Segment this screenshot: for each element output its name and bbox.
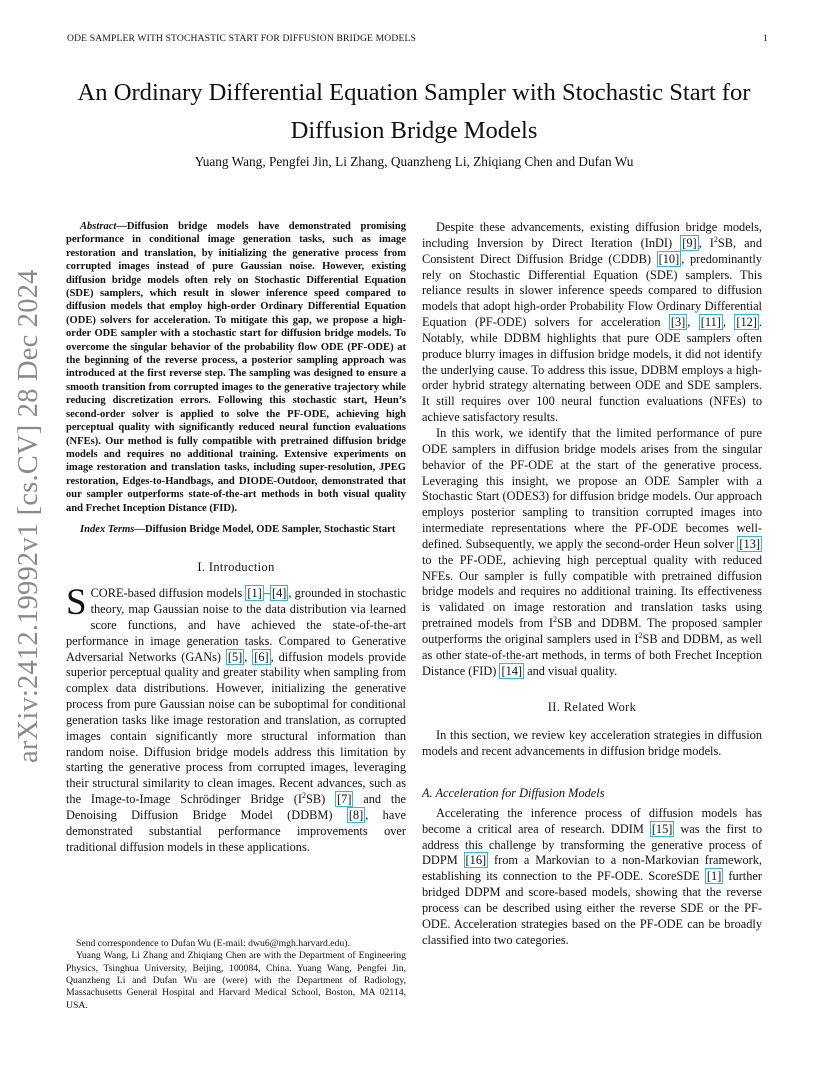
abstract-label: Abstract — [80, 221, 117, 232]
right-column — [422, 220, 762, 948]
citation-link[interactable]: [6] — [254, 649, 269, 664]
body-paragraph: In this section, we review key acceleration strategies in diffusion models and recent advancements in diffusion bridge models. — [422, 728, 762, 759]
section-heading-related-work: II. Related Work — [547, 700, 637, 715]
footnote-affiliations: Yuang Wang, Li Zhang and Zhiqiang Chen are with the Department of Engineering Physics, Tsinghua University, Beijing, 100084, China. Yuang Wang, Pengfei Jin, Quanzheng Li and Dufan Wu are (were) with the Department of Radiology, Massachusetts General Hospital and Harvard Medical School, Boston, MA 02114, USA. — [66, 950, 406, 1011]
left-column — [66, 220, 406, 856]
citation-link[interactable]: [12] — [736, 315, 757, 330]
index-terms — [66, 523, 406, 536]
citation-link[interactable]: [1] — [247, 586, 262, 601]
citation-link[interactable]: [9] — [682, 235, 697, 250]
citation-link[interactable]: [5] — [227, 649, 243, 664]
citation-link[interactable]: [16] — [465, 853, 487, 868]
citation-link[interactable]: [3] — [670, 315, 686, 330]
index-terms-text: —Diffusion Bridge Model, ODE Sampler, Stochastic Start — [134, 523, 396, 535]
body-paragraph: Accelerating the inference process of diffusion models has become a critical area of research. DDIM [15] was the first to address this challenge by transforming the generative process of DDPM [16] from a Markovian to a non-Markovian framework, establishing its connection to the PF-ODE. ScoreSDE [1] further bridged DDPM and score-based models, showing that the reverse process can be described using either the reverse SDE or the PF-ODE. Acceleration strategies based on the PF-ODE can be broadly classified into two categories. — [422, 805, 763, 947]
author-list: Yuang Wang, Pengfei Jin, Li Zhang, Quanzheng Li, Zhiqiang Chen and Dufan Wu — [194, 154, 634, 169]
page-number: 1 — [763, 33, 768, 44]
citation-link[interactable]: [15] — [651, 821, 673, 836]
running-head — [67, 33, 768, 47]
arxiv-identifier: arXiv:2412.19992v1 [cs.CV] 28 Dec 2024 — [13, 269, 44, 763]
footnotes — [66, 938, 406, 1012]
drop-cap: S — [66, 582, 87, 624]
citation-link[interactable]: [10] — [658, 251, 680, 266]
citation-link[interactable]: [11] — [700, 315, 721, 330]
section-heading-introduction: I. Introduction — [197, 560, 275, 575]
citation-link[interactable]: [14] — [501, 663, 523, 678]
running-head-title: ODE SAMPLER WITH STOCHASTIC START FOR DIFFUSION BRIDGE MODELS — [67, 33, 416, 44]
abstract — [66, 220, 406, 515]
citation-link[interactable]: [13] — [739, 536, 760, 551]
index-terms-label: Index Terms — [80, 523, 135, 535]
footnote-correspondence: Send correspondence to Dufan Wu (E-mail: dwu6@mgh.harvard.edu). — [76, 938, 350, 949]
body-paragraph: In this work, we identify that the limited performance of pure ODE samplers in diffusion bridge models arises from the singular behavior of the PF-ODE at the start of the generative process. Leveraging this insight, we propose an ODE Sampler with a Stochastic Start (ODES3) for diffusion bridge models. Our approach employs posterior sampling to transition corrupted images into intermediate representations where the PF-ODE becomes well-defined. Subsequently, we apply the second-order Heun solver [13] to the PF-ODE, achieving high perceptual quality with reduced NFEs. Our sampler is fully compatible with pretrained diffusion bridge models and requires no additional training. Its effectiveness is validated on image restoration and translation tasks using pretrained models from $I^2SB$ and DDBM. The proposed sampler outperforms the original samplers used in $I^2SB$ and DDBM, as well as other state-of-the-art methods, in terms of both Frechet Inception Distance (FID) [14] and visual quality. — [422, 425, 762, 678]
citation-link[interactable]: [8] — [348, 808, 364, 822]
citation-link[interactable]: [1] — [706, 869, 722, 884]
abstract-text: —Diffusion bridge models have demonstrated promising performance in conditional image generation tasks, such as image restoration and translation, by initializing the generative process from corrupted images instead of pure Gaussian noise. However, existing diffusion bridge models often rely on Stochastic Differential Equation (SDE) samplers, which result in slower inference speed compared to diffusion models that employ high-order Ordinary Differential Equation (ODE) solvers for acceleration. To mitigate this gap, we propose a high-order ODE sampler with a stochastic start for diffusion bridge models. To overcome the singular behavior of the probability flow ODE (PF-ODE) at the beginning of the reverse process, a posterior sampling approach was introduced at the first reverse step. The sampling was designed to ensure a smooth transition from corrupted images to the generative trajectory while reducing discretization errors. Following this stochastic start, Heun’s second-order solver is applied to solve the PF-ODE, achieving high perceptual quality with significantly reduced neural function evaluations (NFEs). Our method is fully compatible with pretrained diffusion bridge models and requires no additional training. Extensive experiments on image restoration and translation tasks, including super-resolution, JPEG restoration, Edges-to-Handbags, and DIODE-Outdoor, demonstrated that our sampler outperforms state-of-the-art methods in both visual quality and Frechet Inception Distance (FID). — [66, 221, 406, 514]
subsection-heading: A. Acceleration for Diffusion Models — [422, 786, 605, 800]
paper-title: An Ordinary Differential Equation Sampler with Stochastic Start for Diffusion Bridge Models — [77, 79, 751, 144]
body-paragraph: Despite these advancements, existing diffusion bridge models, including Inversion by Direct Iteration (InDI) [9] , $I^2SB$, and Consistent Direct Diffusion Bridge (CDDB) [10] , predominantly rely on Stochastic Differential Equation (SDE) samplers. This reliance results in slower inference speeds compared to diffusion models that adopt high-order Probability Flow Ordinary Differential Equation (PF-ODE) solvers for acceleration [3] , [11] , [12] . Notably, while DDBM highlights that pure ODE samplers often produce blurry images in diffusion bridge models, it did not identify the underlying cause. To address this issue, DDBM employs a high-order hybrid strategy alternating between ODE and SDE samplers. It still requires over 100 neural function evaluations (NFEs) to achieve satisfactory results. — [422, 220, 763, 425]
intro-paragraph: SCORE-based diffusion models [1] – [4] , grounded in stochastic theory, map Gaussian noise to the data distribution via learned score functions, and have achieved the state-of-the-art performance in image generation tasks. Compared to Generative Adversarial Networks (GANs) [5] , [6] , diffusion models provide superior perceptual quality and greater stability when sampling from complex data distributions. However, initializing the generative process from pure Gaussian noise can be suboptimal for conditional generation tasks like image restoration and translation, as corrupted images contain significantly more structural information than random noise. Diffusion bridge models address this limitation by starting the generative process from corrupted images, leveraging their structural similarity to clean images. Recent advances, such as the Image-to-Image Schrödinger Bridge $(I^2SB)$ [7] and the Denoising Diffusion Bridge Model (DDBM) [8] , have demonstrated substantial performance improvements over traditional diffusion models in these applications. — [66, 582, 406, 854]
citation-link[interactable]: [7] — [337, 792, 352, 807]
citation-link[interactable]: [4] — [271, 586, 287, 601]
